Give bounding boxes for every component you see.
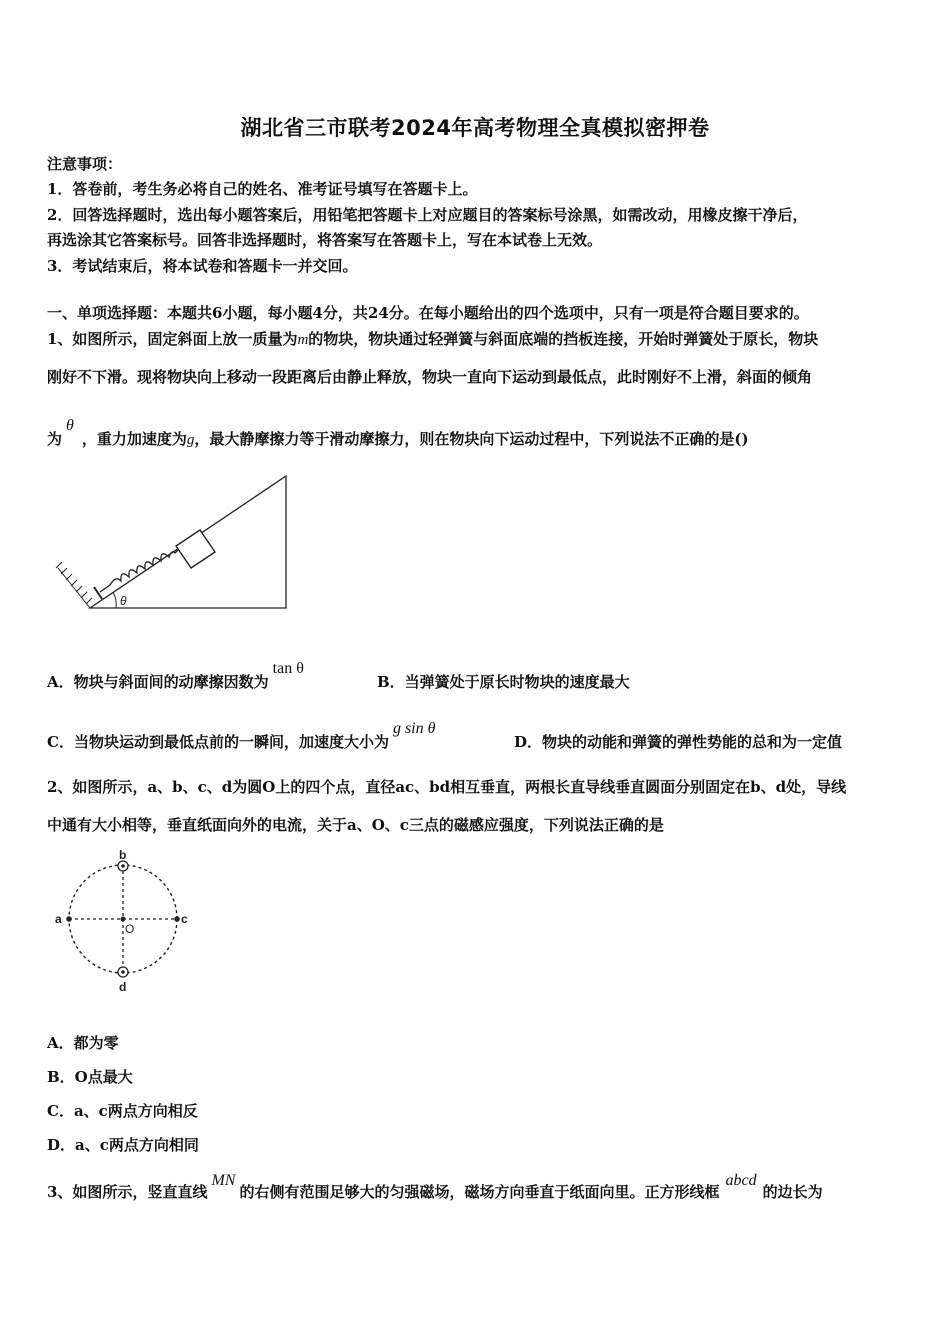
q1-option-a-math: tan θ xyxy=(272,660,304,677)
q2-option-c: C．a、c两点方向相反 xyxy=(47,1102,198,1120)
incline-figure xyxy=(50,468,300,616)
q1-line1 xyxy=(47,328,818,349)
notice-item-1: 1．答卷前，考生务必将自己的姓名、准考证号填写在答题卡上。 xyxy=(47,180,478,198)
q1-option-a-text: A．物块与斜面间的动摩擦因数为 xyxy=(47,673,269,691)
wire-d xyxy=(118,967,128,977)
q3-text: 的右侧有范围足够大的匀强磁场，磁场方向垂直于纸面向里。正方形线框 xyxy=(239,1183,720,1201)
q1-text: ，最大静摩擦力等于滑动摩擦力，则在物块向下运动过程中，下列说法不正确的是() xyxy=(194,430,749,448)
q1-line2: 刚好不下滑。现将物块向上移动一段距离后由静止释放，物块一直向下运动到最低点，此时刚好不上滑，斜面的倾角 xyxy=(47,368,813,386)
q1-line3 xyxy=(47,417,749,449)
q1-option-c xyxy=(47,720,436,752)
q1-option-a xyxy=(47,660,304,692)
q2-option-a: A．都为零 xyxy=(47,1034,119,1052)
q2-option-b: B．O点最大 xyxy=(47,1068,133,1086)
q2-line1: 2、如图所示，a、b、c、d为圆O上的四个点，直径ac、bd相互垂直，两根长直导线垂直圆面分别固定在b、d处，导线 xyxy=(47,778,847,796)
q3-text: 3、如图所示，竖直直线 xyxy=(47,1183,208,1201)
notice-item-2: 2．回答选择题时，选出每小题答案后，用铅笔把答题卡上对应题目的答案标号涂黑，如需改动，用橡皮擦干净后， xyxy=(47,206,808,224)
label-a: a xyxy=(55,912,62,926)
label-o: O xyxy=(125,922,135,936)
label-b: b xyxy=(119,848,127,862)
q1-g-symbol: g xyxy=(186,432,195,448)
wire-b xyxy=(118,861,128,871)
angle-arc xyxy=(113,592,116,608)
point-a xyxy=(66,916,72,922)
point-o xyxy=(121,917,126,922)
block xyxy=(176,530,215,568)
q1-theta-symbol: θ xyxy=(66,417,74,434)
q1-text: 1、如图所示，固定斜面上放一质量为 xyxy=(47,330,298,348)
q1-mass-symbol: m xyxy=(297,332,309,348)
q3-abcd-symbol: abcd xyxy=(725,1172,757,1189)
circle-figure xyxy=(50,848,200,996)
notice-item-2-cont: 再选涂其它答案标号。回答非选择题时，将答案写在答题卡上，写在本试卷上无效。 xyxy=(47,231,603,249)
q1-option-d: D．物块的动能和弹簧的弹性势能的总和为一定值 xyxy=(514,733,843,751)
notice-item-3: 3．考试结束后，将本试卷和答题卡一并交回。 xyxy=(47,257,358,275)
q3-mn-symbol: MN xyxy=(211,1172,236,1189)
q1-text: ，重力加速度为 xyxy=(81,430,187,448)
q1-option-b: B．当弹簧处于原长时物块的速度最大 xyxy=(377,673,630,691)
q3-line1 xyxy=(47,1172,823,1202)
point-c xyxy=(174,916,180,922)
q3-text: 的边长为 xyxy=(762,1183,823,1201)
wall-hatch xyxy=(56,562,92,608)
page-title: 湖北省三市联考2024年高考物理全真模拟密押卷 xyxy=(240,116,710,140)
label-d: d xyxy=(119,980,127,994)
label-c: c xyxy=(181,912,188,926)
q1-option-c-math: g sin θ xyxy=(392,720,436,737)
q1-text: 为 xyxy=(47,430,63,448)
notice-heading: 注意事项： xyxy=(47,155,123,173)
q2-line2: 中通有大小相等，垂直纸面向外的电流，关于a、O、c三点的磁感应强度，下列说法正确的是 xyxy=(47,816,664,834)
q2-option-d: D．a、c两点方向相同 xyxy=(47,1136,199,1154)
q1-option-c-text: C．当物块运动到最低点前的一瞬间，加速度大小为 xyxy=(47,733,389,751)
q1-text: 的物块，物块通过轻弹簧与斜面底端的挡板连接，开始时弹簧处于原长，物块 xyxy=(308,330,819,348)
stopper-plate xyxy=(94,587,102,599)
section-heading: 一、单项选择题：本题共6小题，每小题4分，共24分。在每小题给出的四个选项中，只有一项是符合题目要求的。 xyxy=(47,304,809,322)
angle-label: θ xyxy=(120,594,127,608)
